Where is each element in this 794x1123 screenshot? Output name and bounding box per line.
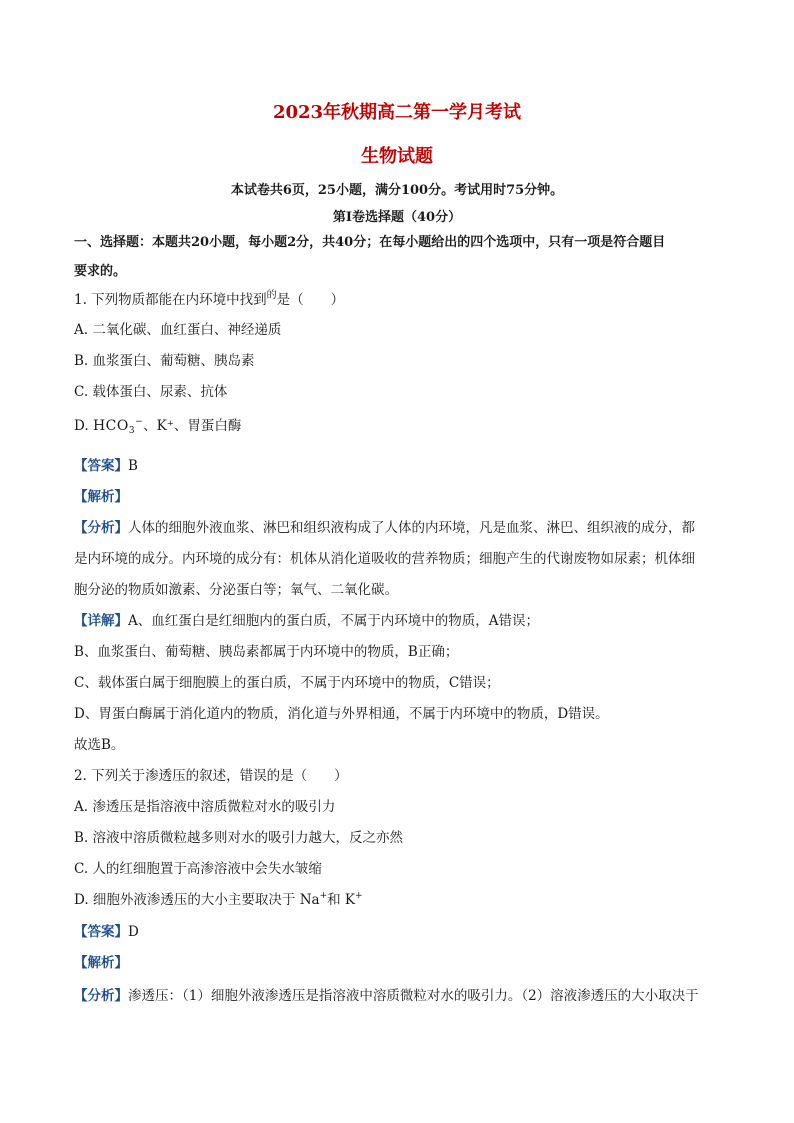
q2-fenxi-line-1 [74, 984, 724, 1004]
fenxi-tag: 【分析】 [74, 520, 128, 536]
bicarbonate-subscript: 3 [128, 426, 136, 436]
q1-stem-mark: 的 [266, 290, 277, 301]
xiangjie-tag: 【详解】 [74, 613, 128, 629]
subject-title: 生物试题 [361, 146, 433, 167]
q2-option-b: B. 溶液中溶质微粒越多则对水的吸引力越大，反之亦然 [74, 830, 404, 846]
q1-answer-line [74, 454, 724, 474]
exam-info: 本试卷共6页，25小题，满分100分。考试用时75分钟。 [230, 183, 564, 198]
q1-option-d-label: D. [74, 418, 93, 434]
bicarbonate-formula [93, 418, 143, 434]
fenxi-tag: 【分析】 [74, 988, 128, 1004]
instructions-line-1: 一、选择题：本题共20小题，每小题2分，共40分；在每小题给出的四个选项中，只有一项是符合题目 [74, 235, 666, 250]
q2-option-d-text-a: D. 细胞外液渗透压的大小主要取决于 Na [74, 892, 320, 908]
exam-title: 2023年秋期高二第一学月考试 [272, 102, 522, 123]
q1-conclusion: 故选B。 [74, 737, 125, 753]
sodium-charge: + [319, 891, 328, 901]
q2-answer: D [128, 924, 139, 940]
q1-option-c: C. 载体蛋白、尿素、抗体 [74, 384, 228, 400]
q2-fenxi-text-1: 渗透压：（1）细胞外液渗透压是指溶液中溶质微粒对水的吸引力。（2）溶液渗透压的大小取决于 [128, 988, 699, 1004]
q1-stem-end: 是（ ） [276, 292, 345, 308]
q1-fenxi-line-2: 是内环境的成分。内环境的成分有：机体从消化道吸收的营养物质；细胞产生的代谢废物如尿素；机体细 [74, 551, 695, 567]
potassium-charge: + [355, 891, 363, 901]
answer-tag: 【答案】 [74, 458, 128, 474]
q1-option-b: B. 血浆蛋白、葡萄糖、胰岛素 [74, 353, 255, 369]
q1-detail-line-3: C、载体蛋白属于细胞膜上的蛋白质，不属于内环境中的物质，C错误； [74, 675, 500, 691]
q2-option-d-text-b: 和 K [327, 892, 356, 908]
q1-answer: B [128, 458, 138, 474]
q2-analysis-heading [74, 951, 724, 971]
q1-option-a: A. 二氧化碳、血红蛋白、神经递质 [74, 322, 282, 338]
q1-analysis-heading [74, 485, 724, 505]
bicarbonate-base: HCO [92, 418, 129, 434]
q1-fenxi-text-1: 人体的细胞外液血浆、淋巴和组织液构成了人体的内环境，凡是血浆、淋巴、组织液的成分，都 [128, 520, 695, 536]
answer-tag: 【答案】 [74, 924, 128, 940]
q1-stem [74, 286, 724, 308]
q1-option-d [74, 414, 724, 436]
q2-option-a: A. 渗透压是指溶液中溶质微粒对水的吸引力 [74, 799, 336, 815]
q2-option-d [74, 888, 724, 908]
q1-detail-line-1 [74, 609, 724, 629]
q1-stem-text: 1. 下列物质都能在内环境中找到 [74, 292, 267, 308]
q2-stem: 2. 下列关于渗透压的叙述，错误的是（ ） [74, 768, 348, 784]
q2-answer-line [74, 920, 724, 940]
bicarbonate-charge: − [135, 417, 144, 427]
analysis-tag: 【解析】 [74, 489, 128, 505]
q1-detail-text-1: A、血红蛋白是红细胞内的蛋白质，不属于内环境中的物质，A错误； [128, 613, 539, 629]
section-heading: 第Ⅰ卷选择题（40分） [332, 210, 462, 225]
q1-option-d-rest: 、K⁺、胃蛋白酶 [143, 418, 242, 434]
q1-fenxi-line-1 [74, 516, 724, 536]
q2-option-c: C. 人的红细胞置于高渗溶液中会失水皱缩 [74, 861, 322, 877]
q1-fenxi-line-3: 胞分泌的物质如激素、分泌蛋白等；氧气、二氧化碳。 [74, 582, 398, 598]
instructions-line-2: 要求的。 [74, 264, 127, 279]
analysis-tag: 【解析】 [74, 955, 128, 971]
q1-detail-line-2: B、血浆蛋白、葡萄糖、胰岛素都属于内环境中的物质，B正确； [74, 644, 459, 660]
q1-detail-line-4: D、胃蛋白酶属于消化道内的物质，消化道与外界相通，不属于内环境中的物质，D错误。 [74, 706, 609, 722]
